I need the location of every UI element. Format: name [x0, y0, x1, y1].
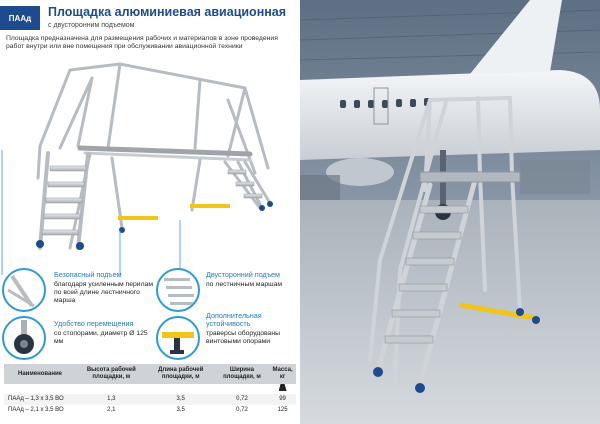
feature-safe	[54, 271, 159, 305]
feature-stability-text: траверсы оборудованы винтовыми опорами	[206, 330, 280, 345]
cell-length: 3,5	[176, 407, 185, 413]
feature-stability	[206, 312, 298, 346]
table-row	[4, 394, 296, 405]
cell-width: 0,72	[215, 394, 269, 405]
cell-height: 1,3	[76, 394, 147, 405]
cell-mass: 125	[277, 407, 288, 413]
feature-move	[54, 320, 154, 346]
stabilizer-thumbnail	[156, 316, 200, 360]
col-name: Наименование	[4, 364, 76, 384]
hangar-photo	[300, 0, 600, 424]
col-length: Длина рабочей площадки, м	[147, 364, 215, 384]
col-mass: Масса, кг	[269, 364, 296, 384]
feature-twoway	[206, 271, 298, 289]
icon-row	[4, 384, 296, 394]
stairs-thumbnail	[156, 268, 200, 312]
spec-table	[4, 364, 296, 416]
col-width: Ширина площадки, м	[215, 364, 269, 384]
page-title: Площадка алюминиевая авиационная	[48, 5, 287, 19]
cell-height: 2,1	[107, 407, 116, 413]
cell-name: ПААд – 2,1 х 3,5 ВО	[8, 407, 64, 413]
cell-name: ПААд – 1,3 х 3,5 ВО	[4, 394, 76, 405]
page-subtitle: с двусторонним подъемом	[48, 22, 135, 29]
cell-width: 0,72	[236, 407, 248, 413]
col-height: Высота рабочей площадки, м	[76, 364, 147, 384]
feature-safe-text: благодаря усиленным перилам по всей длине лестничного марша	[54, 281, 153, 304]
feature-twoway-text: по лестничным маршам	[206, 281, 283, 288]
feature-twoway-heading: Двусторонний подъем	[206, 270, 281, 279]
feature-move-heading: Удобство перемещения	[54, 319, 134, 328]
description: Площадка предназначена для размещения рабочих и материалов в зоне проведения работ внутри или вне помещения при обслуживании авиационной техники	[6, 35, 278, 51]
weight-icon	[279, 384, 287, 391]
table-row	[4, 405, 296, 416]
handrail-thumbnail	[2, 268, 46, 312]
cell-mass: 99	[269, 394, 296, 405]
feature-safe-heading: Безопасный подъем	[54, 270, 122, 279]
wheel-thumbnail	[2, 316, 46, 360]
cell-length: 3,5	[147, 394, 215, 405]
product-code-badge: ПААд	[0, 6, 40, 30]
feature-move-text: со стопорами, диаметр Ø 125 мм	[54, 330, 148, 345]
spec-table-header	[4, 364, 296, 384]
feature-stability-heading: Дополнительная устойчивость	[206, 311, 262, 328]
